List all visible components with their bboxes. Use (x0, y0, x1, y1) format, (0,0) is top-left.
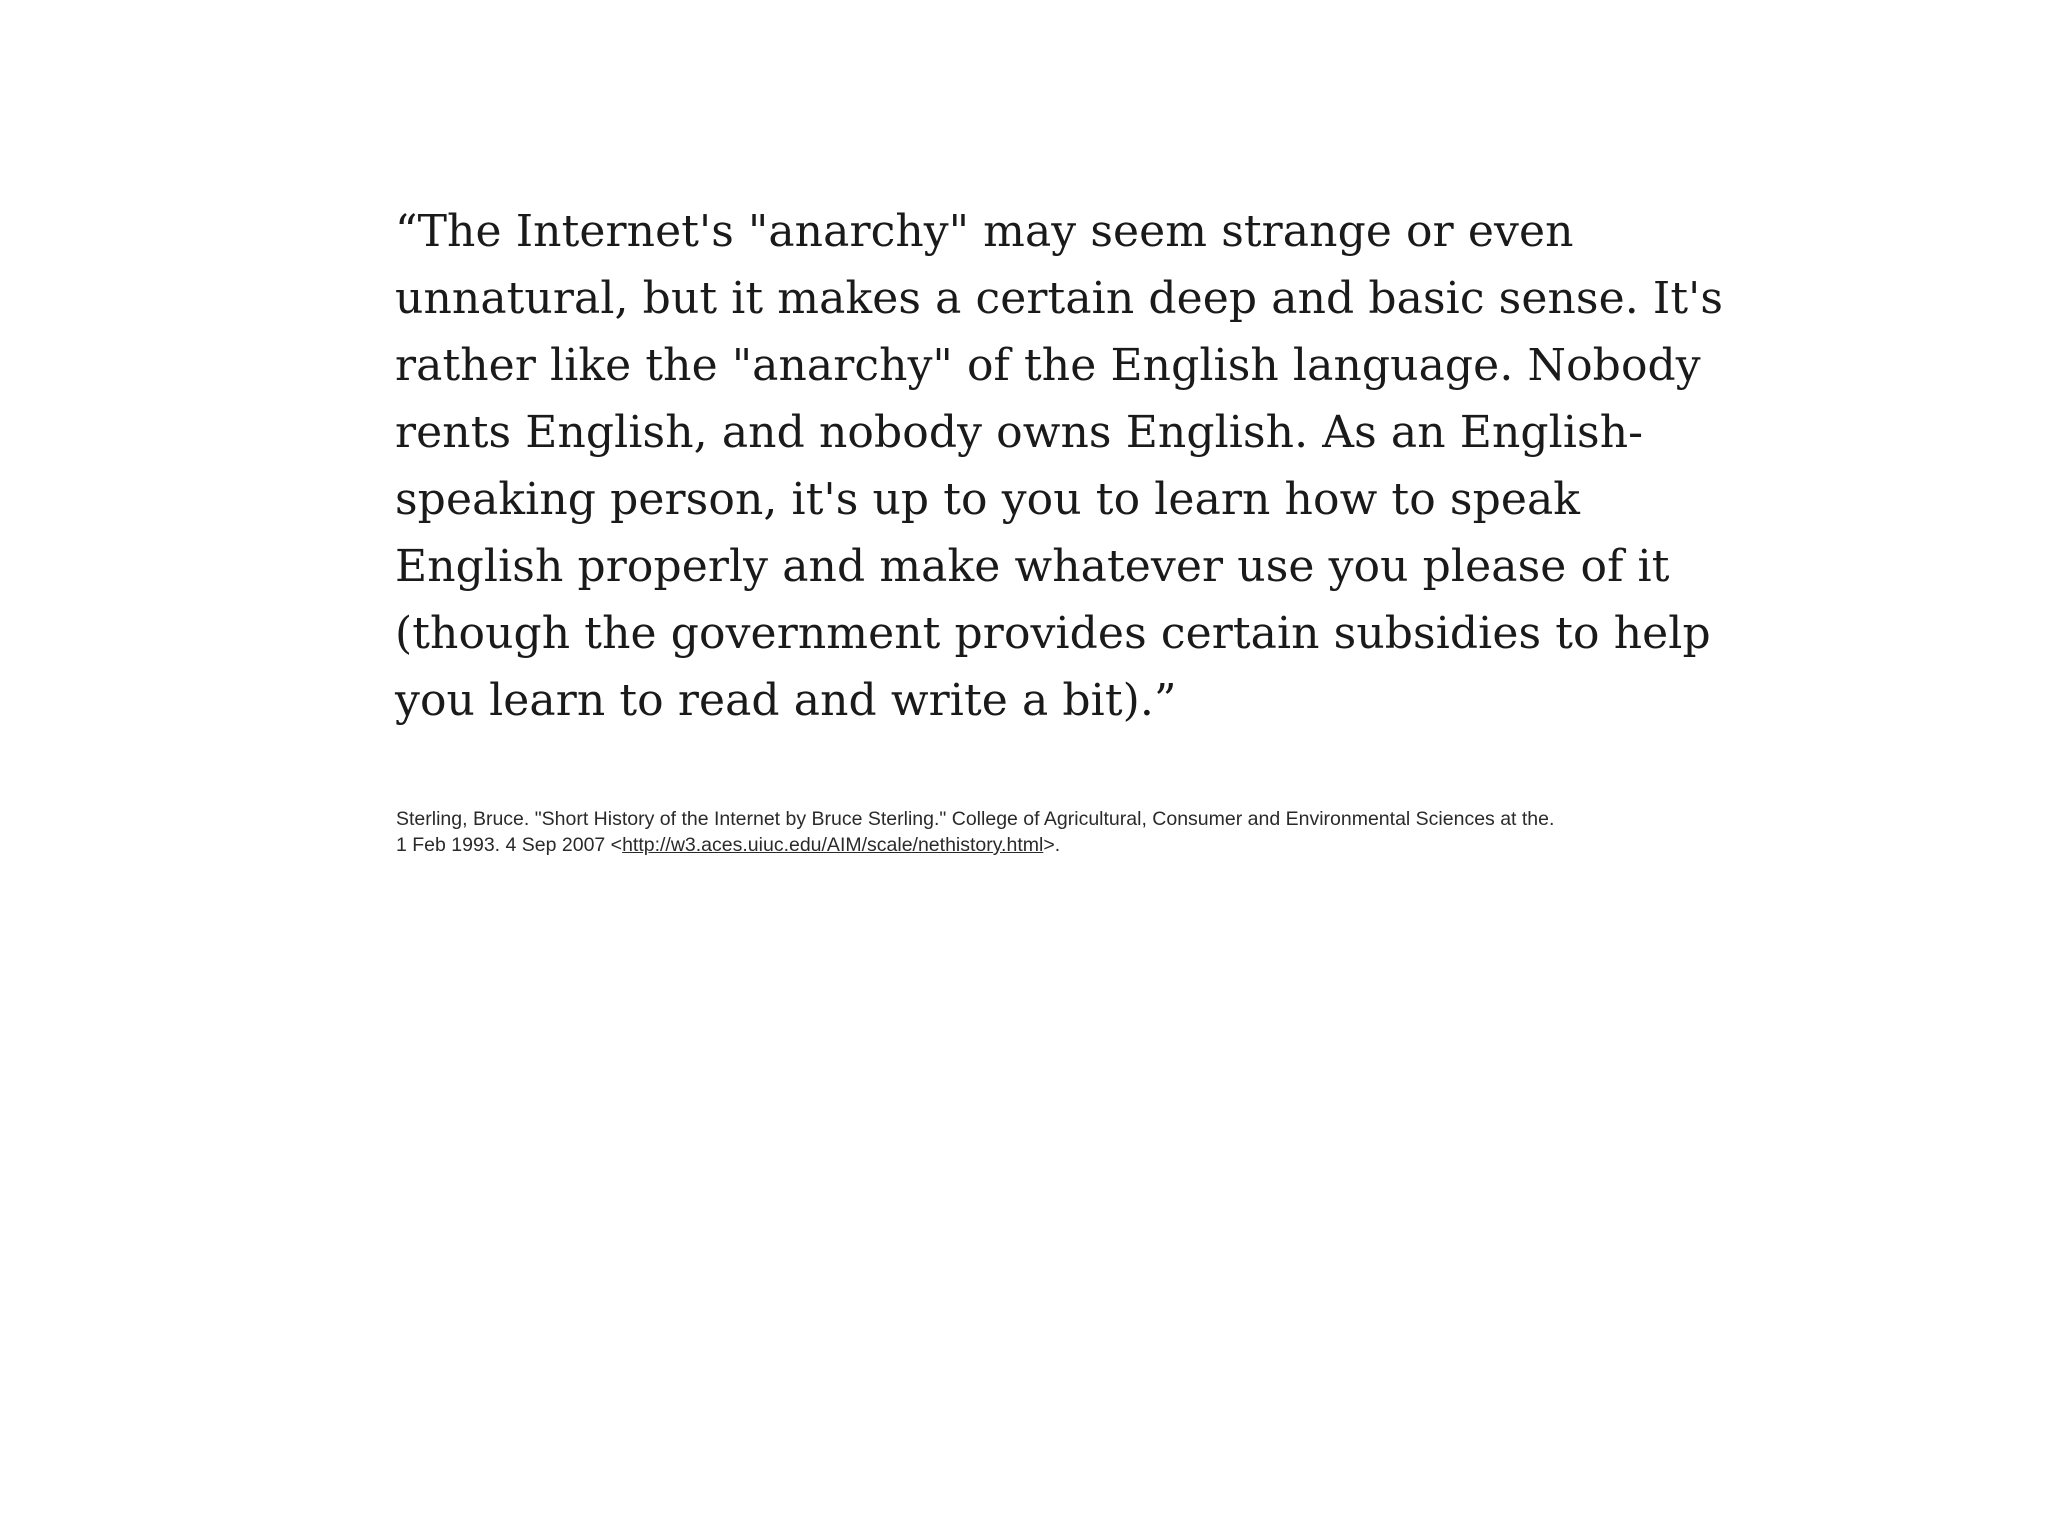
quote-line: (though the government provides certain subsidies to help (395, 608, 1711, 659)
quote-line: rents English, and nobody owns English. As an English- (395, 407, 1644, 458)
citation-url-link[interactable]: http://w3.aces.uiuc.edu/AIM/scale/nethistory.html (622, 834, 1044, 856)
quote-line: rather like the "anarchy" of the English language. Nobody (395, 340, 1701, 391)
citation-line-2 (396, 832, 1856, 858)
quote-text (395, 198, 1724, 734)
quote-line: you learn to read and write a bit).” (395, 675, 1177, 726)
citation-date-prefix: 1 Feb 1993. 4 Sep 2007 < (396, 834, 623, 856)
quote-line: English properly and make whatever use you please of it (395, 541, 1670, 592)
citation-suffix: >. (1043, 834, 1061, 856)
quote-line: “The Internet's "anarchy" may seem strange or even (395, 206, 1574, 257)
citation (396, 806, 1856, 858)
quote-line: speaking person, it's up to you to learn how to speak (395, 474, 1581, 525)
quote-line: unnatural, but it makes a certain deep and basic sense. It's (395, 273, 1724, 324)
citation-line-1: Sterling, Bruce. "Short History of the Internet by Bruce Sterling." College of Agricultural, Consumer and Environmental Sciences at the. (396, 808, 1555, 830)
